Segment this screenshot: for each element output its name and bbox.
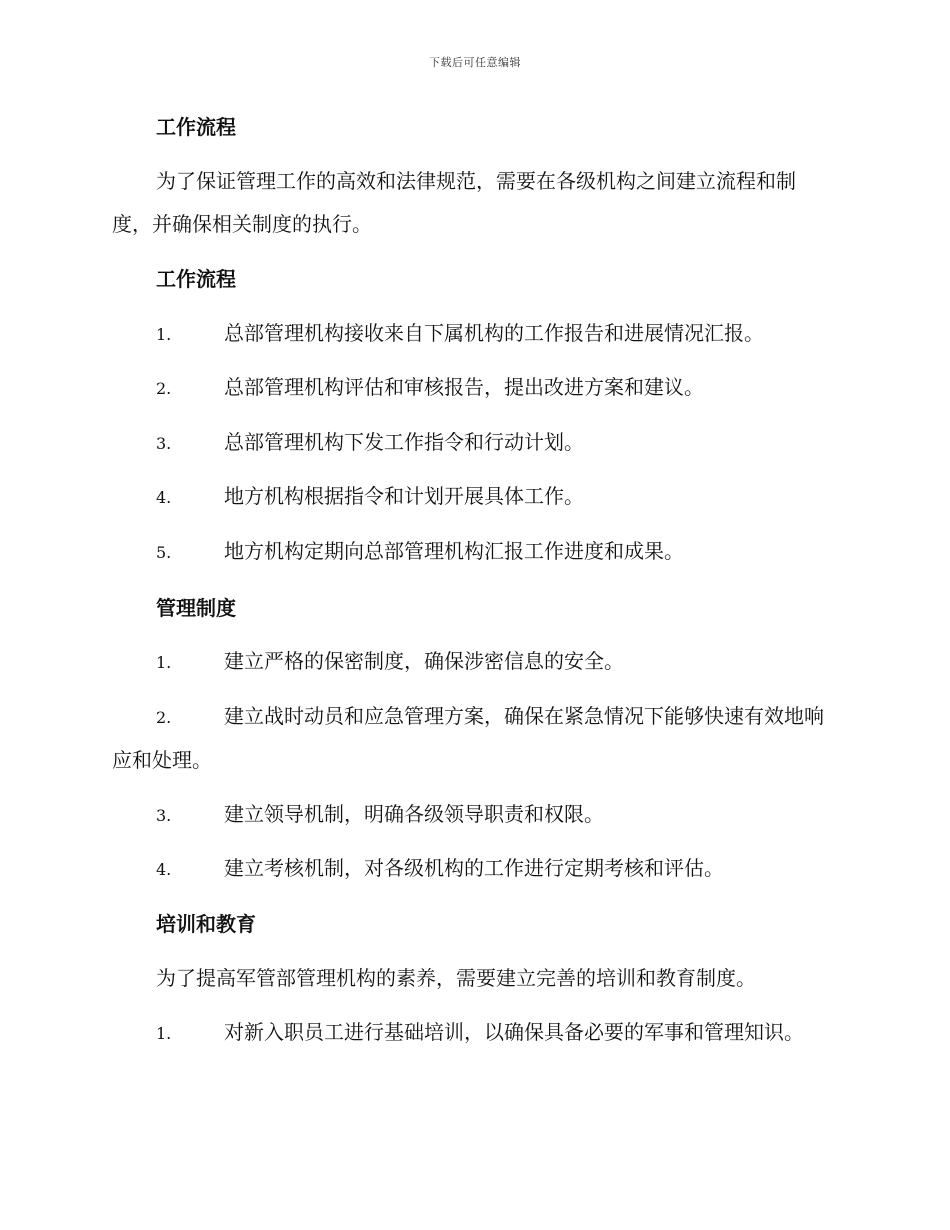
list-item-number: 3. bbox=[156, 806, 172, 825]
list-item-text: 建立战时动员和应急管理方案，确保在紧急情况下能够快速有效地响应和处理。 bbox=[112, 704, 824, 772]
list-item-number: 1. bbox=[156, 1024, 172, 1043]
list-item-number: 2. bbox=[156, 708, 172, 727]
list-item-number: 3. bbox=[156, 434, 172, 453]
list-item-text: 总部管理机构下发工作指令和行动计划。 bbox=[224, 430, 584, 454]
list-item-text: 总部管理机构接收来自下属机构的工作报告和进展情况汇报。 bbox=[224, 321, 764, 345]
list-item-text: 建立考核机制，对各级机构的工作进行定期考核和评估。 bbox=[224, 856, 724, 880]
list-item bbox=[112, 530, 832, 574]
list-item-text: 总部管理机构评估和审核报告，提出改进方案和建议。 bbox=[224, 375, 704, 399]
list-item-text: 建立严格的保密制度，确保涉密信息的安全。 bbox=[224, 649, 624, 673]
list-item-text: 地方机构根据指令和计划开展具体工作。 bbox=[224, 484, 584, 508]
list-item bbox=[112, 366, 832, 410]
list-item bbox=[112, 640, 832, 684]
list-item-number: 1. bbox=[156, 653, 172, 672]
training-intro-paragraph: 为了提高军管部管理机构的素养，需要建立完善的培训和教育制度。 bbox=[156, 966, 756, 990]
list-item-number: 1. bbox=[156, 325, 172, 344]
list-item bbox=[112, 421, 832, 465]
list-item bbox=[112, 475, 832, 519]
list-item bbox=[112, 793, 832, 837]
list-item-text: 对新入职员工进行基础培训，以确保具备必要的军事和管理知识。 bbox=[224, 1020, 804, 1044]
page-header-note: 下载后可任意编辑 bbox=[429, 56, 521, 69]
section-heading-workflow-2: 工作流程 bbox=[156, 267, 236, 291]
section-heading-workflow: 工作流程 bbox=[156, 115, 236, 139]
list-item-number: 5. bbox=[156, 543, 172, 562]
list-item bbox=[112, 695, 832, 782]
list-item-number: 4. bbox=[156, 860, 172, 879]
list-item-number: 2. bbox=[156, 379, 172, 398]
section-heading-training: 培训和教育 bbox=[156, 912, 256, 936]
list-item bbox=[112, 312, 832, 356]
intro-paragraph: 为了保证管理工作的高效和法律规范，需要在各级机构之间建立流程和制度，并确保相关制度的执行。 bbox=[112, 169, 796, 236]
section-heading-management: 管理制度 bbox=[156, 596, 236, 620]
list-item bbox=[112, 847, 832, 891]
list-item bbox=[112, 1011, 832, 1055]
list-item-text: 地方机构定期向总部管理机构汇报工作进度和成果。 bbox=[224, 539, 684, 563]
list-item-text: 建立领导机制，明确各级领导职责和权限。 bbox=[224, 802, 604, 826]
list-item-number: 4. bbox=[156, 488, 172, 507]
